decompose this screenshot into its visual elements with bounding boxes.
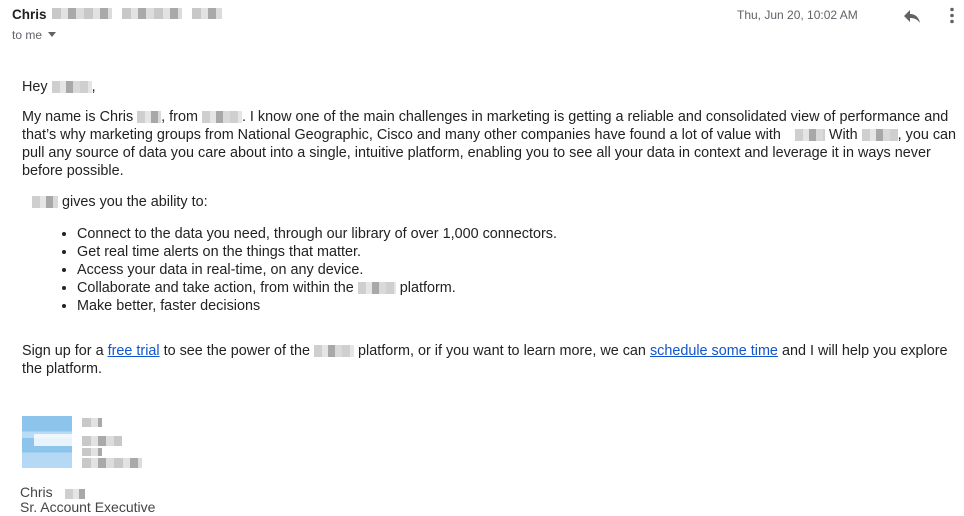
redacted-company	[202, 111, 242, 123]
intro-text: , you can pull any source of data you care about into a single, intuitive platform, enabling you to see all your data in context and leverage it in ways never before possible.	[22, 127, 957, 179]
redacted-company	[314, 345, 354, 357]
list-item: • Make better, faster decisions	[77, 297, 964, 315]
redacted-company	[358, 282, 396, 294]
list-item: • Access your data in real-time, on any device.	[77, 261, 964, 279]
cta-paragraph	[22, 342, 964, 378]
more-vert-icon	[942, 6, 962, 26]
more-options-button[interactable]	[942, 6, 962, 26]
intro-text: My name is Chris	[22, 109, 134, 125]
greeting-text: Hey	[22, 79, 48, 95]
cta-text: and I will help you explore the platform.	[22, 343, 948, 377]
email-header	[12, 6, 952, 46]
greeting-punct: ,	[91, 79, 96, 95]
redacted-surname	[65, 489, 85, 499]
signature-name	[20, 484, 85, 500]
redacted-contact	[82, 418, 102, 427]
cta-text: Sign up for a	[22, 343, 104, 359]
free-trial-link[interactable]: free trial	[107, 343, 160, 359]
intro-text: . I know one of the main challenges in marketing is getting a reliable and consolidated view of performance and that’s why marketing groups from National Geographic, Cisco and many other companies have found a lot of value with	[22, 109, 949, 143]
list-item-text: platform.	[399, 280, 456, 296]
list-item: • Get real time alerts on the things that matter.	[77, 243, 964, 261]
redacted-contact	[82, 448, 102, 456]
reply-button[interactable]	[902, 7, 922, 25]
recipient-dropdown[interactable]	[12, 28, 56, 42]
signature-title: Sr. Account Executive	[20, 499, 156, 515]
greeting	[22, 78, 964, 96]
schedule-time-link[interactable]: schedule some time	[649, 343, 778, 359]
caret-down-icon	[48, 32, 56, 37]
intro-text: With	[828, 127, 858, 143]
redacted-contact	[82, 436, 122, 446]
cta-text: to see the power of the	[163, 343, 310, 359]
sender-name[interactable]: Chris	[12, 7, 47, 22]
signature-name-text: Chris	[20, 484, 53, 500]
sender-email-redacted	[52, 8, 112, 19]
sender-email-redacted	[192, 8, 222, 19]
redacted-name	[52, 81, 92, 93]
list-item: • Connect to the data you need, through our library of over 1,000 connectors.	[77, 225, 964, 243]
redacted-surname	[137, 111, 161, 123]
redacted-company	[795, 129, 825, 141]
features-list	[22, 225, 964, 315]
cta-text: platform, or if you want to learn more, we can	[358, 343, 646, 359]
email-date: Thu, Jun 20, 10:02 AM	[737, 8, 858, 22]
abilities-intro-text: gives you the ability to:	[62, 194, 208, 210]
intro-text: , from	[161, 109, 198, 125]
signature-block	[22, 416, 222, 516]
list-item	[77, 279, 964, 297]
abilities-intro	[22, 193, 964, 211]
redacted-company	[32, 196, 58, 208]
email-body	[22, 78, 964, 378]
company-logo	[22, 416, 72, 468]
intro-paragraph	[22, 108, 964, 180]
sender-email-redacted	[122, 8, 182, 19]
redacted-company	[862, 129, 898, 141]
reply-icon	[902, 7, 922, 25]
list-item-text: Collaborate and take action, from within the	[77, 280, 354, 296]
recipient-label: to me	[12, 28, 43, 42]
redacted-contact	[82, 458, 142, 468]
